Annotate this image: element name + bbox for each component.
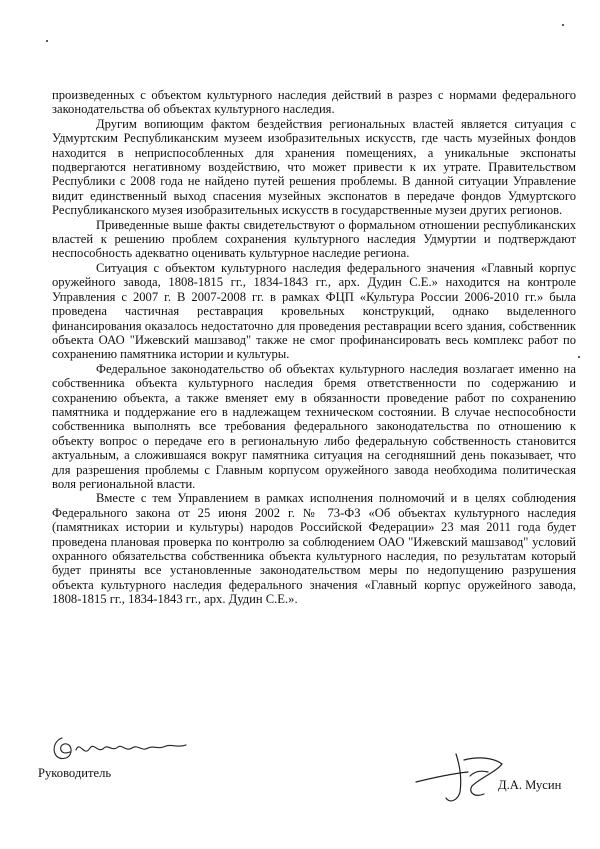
signatory-role: Руководитель: [38, 766, 112, 780]
paragraph-4: Ситуация с объектом культурного наследия федерального значения «Главный корпус оружейного завода, 1808-1815 гг., 1834-1843 гг., арх. Дудин С.Е.» находится на контроле Управления с 2007 г. В 2007-2008 гг. в рамках ФЦП «Культура России 2006-2010 гг.» была проведена частичная реставрация кровельных конструкций, однако выделенного финансирования оказалось недостаточно для проведения реставрации всего здания, собственник объекта ОАО "Ижевский машзавод" также не смог профинансировать весь комплекс работ по сохранению памятника истории и культуры.: [52, 260, 576, 362]
paragraph-3: Приведенные выше факты свидетельствуют о формальном отношении республиканских властей к решению проблем сохранения культурного наследия Удмуртии и подтверждают неспособность адекватно оценивать культурное наследие региона.: [52, 217, 576, 261]
scan-speck: [562, 24, 564, 26]
paragraph-1: произведенных с объектом культурного наследия действий в разрез с нормами федерального законодательства об объектах культурного наследия.: [52, 88, 576, 117]
paragraph-2: Другим вопиющим фактом бездействия региональных властей является ситуация с Удмуртским Республиканским музеем изобразительных искусств, где часть музейных фондов находится в неприспособленных для хранения помещениях, а уникальные экспонаты подвергаются негативному воздействию, что может привести к их утрате. Правительством Республики с 2008 года не найдено путей решения проблемы. В данной ситуации Управление видит единственный выход спасения музейных экспонатов в передаче фондов Удмуртского Республиканского музея изобразительных искусств в государственные музеи других регионов.: [52, 116, 576, 218]
scan-speck: [46, 40, 48, 42]
paragraph-5: Федеральное законодательство об объектах культурного наследия возлагает именно на собственника объекта культурного наследия бремя ответственности по содержанию и сохранению объекта, а также вменяет ему в обязанности проведение работ по сохранению памятника и поддержание его в надлежащем техническом состоянии. В случае неспособности собственника выполнять все требования федерального законодательства по отношению к объекту вопрос о передаче его в региональную либо федеральную собственность становится актуальным, а сложившаяся вокруг памятника ситуация на сегодняшний день показывает, что для разрешения проблемы с Главным корпусом оружейного завода необходима политическая воля региональной власти.: [52, 361, 576, 491]
scan-speck: [578, 356, 580, 358]
letter-body: [52, 88, 576, 607]
paragraph-6: Вместе с тем Управлением в рамках исполнения полномочий и в целях соблюдения Федерального закона от 25 июня 2002 г. № 73-ФЗ «Об объектах культурного наследия (памятниках истории и культуры) народов Российской Федерации» 23 мая 2011 года будет проведена плановая проверка по контролю за соблюдением ОАО "Ижевский машзавод" условий охранного обязательства собственника объекта культурного наследия, по результатам который будет приняты все установленные законодательством меры по недопущению разрушения объекта культурного наследия федерального значения «Главный корпус оружейного завода, 1808-1815 гг., 1834-1843 гг., арх. Дудин С.Е.».: [52, 491, 576, 607]
signatory-name: Д.А. Мусин: [498, 778, 562, 792]
handwritten-signature: [48, 728, 198, 768]
